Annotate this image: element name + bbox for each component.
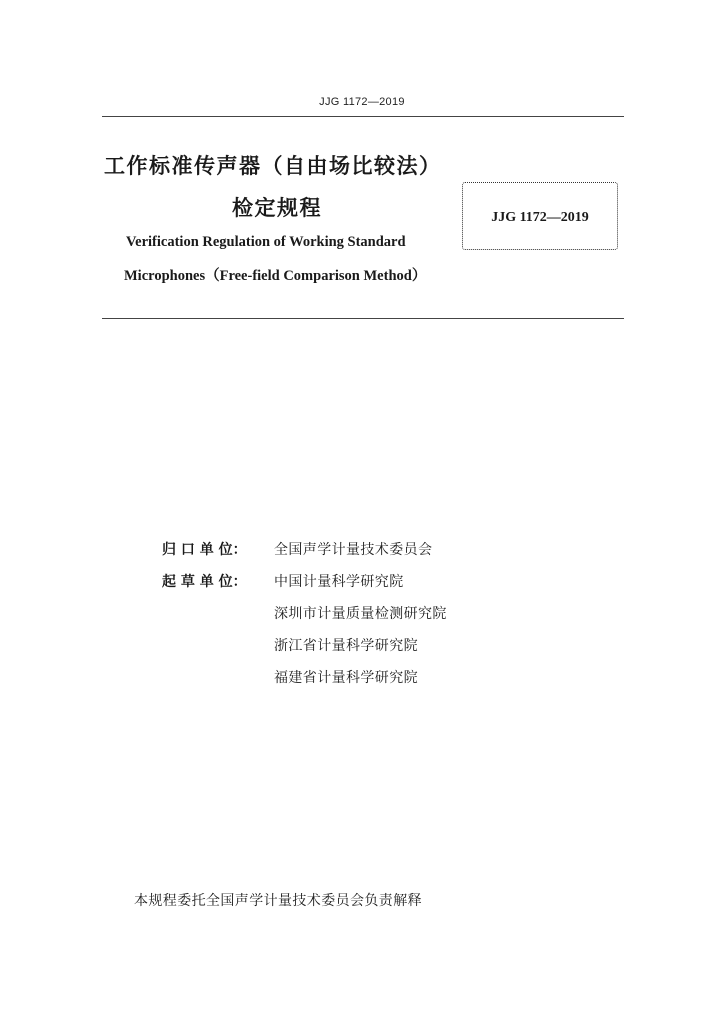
- drafting-unit-row: [162, 668, 418, 700]
- drafting-unit-value: 中国计量科学研究院: [274, 574, 404, 590]
- title-english-line-2: Microphones（Free-field Comparison Method）: [124, 268, 427, 284]
- responsible-unit-row: [162, 540, 433, 572]
- title-chinese-line-1: 工作标准传声器（自由场比较法）: [104, 154, 442, 178]
- responsible-unit-label: 归 口 单 位：: [162, 542, 247, 558]
- responsible-unit-value: 全国声学计量技术委员会: [274, 542, 433, 558]
- drafting-unit-value: 浙江省计量科学研究院: [274, 638, 418, 654]
- header-standard-code: JJG 1172—2019: [319, 96, 405, 108]
- interpretation-note: 本规程委托全国声学计量技术委员会负责解释: [134, 893, 422, 909]
- title-chinese-line-2: 检定规程: [232, 196, 322, 220]
- drafting-unit-row: [162, 572, 404, 604]
- drafting-unit-value: 深圳市计量质量检测研究院: [274, 606, 447, 622]
- organization-info: [162, 540, 447, 700]
- drafting-unit-row: [162, 604, 447, 636]
- drafting-unit-value: 福建省计量科学研究院: [274, 670, 418, 686]
- drafting-unit-row: [162, 636, 418, 668]
- bottom-divider: [102, 318, 624, 319]
- top-divider: [102, 116, 624, 117]
- title-english-line-1: Verification Regulation of Working Standard: [126, 234, 406, 250]
- drafting-unit-label: 起 草 单 位：: [162, 574, 247, 590]
- standard-code-box-text: JJG 1172—2019: [491, 210, 589, 225]
